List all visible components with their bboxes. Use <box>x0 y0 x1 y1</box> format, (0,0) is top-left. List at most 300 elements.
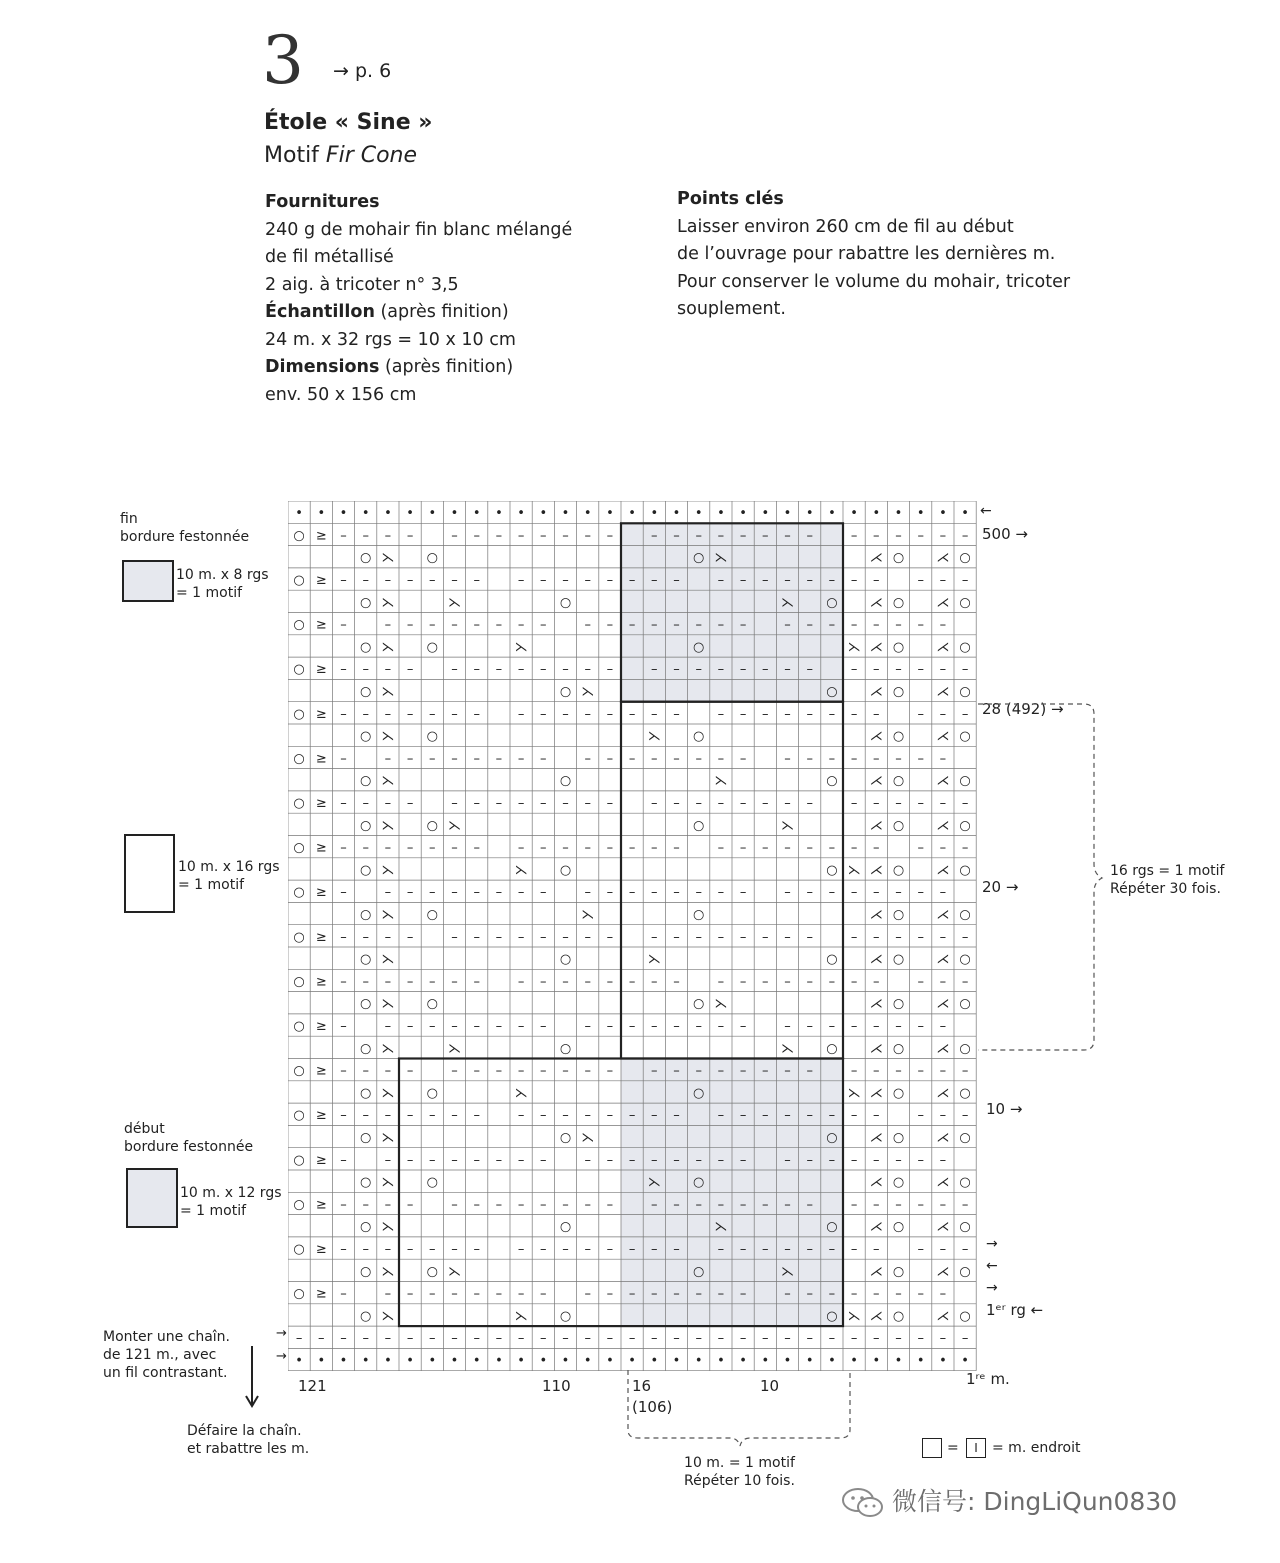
stitch-symbol: – <box>362 706 369 722</box>
stitch-symbol: – <box>917 840 924 856</box>
stitch-symbol: ⋌ <box>936 1175 950 1191</box>
stitch-symbol: – <box>406 1108 414 1124</box>
stitch-symbol: – <box>384 1152 392 1168</box>
stitch-symbol: – <box>429 572 436 588</box>
stitch-symbol: – <box>384 1241 392 1257</box>
stitch-symbol: – <box>562 1241 569 1257</box>
stitch-symbol: – <box>917 1063 924 1079</box>
stitch-symbol: – <box>562 1331 569 1347</box>
stitch-symbol: – <box>828 572 836 588</box>
stitch-symbol: – <box>406 1241 414 1257</box>
stitch-symbol: ○ <box>360 773 372 789</box>
stitch-symbol: – <box>673 929 680 945</box>
stitch-symbol: – <box>384 1063 392 1079</box>
stitch-symbol: – <box>939 706 947 722</box>
stitch-symbol: – <box>517 1241 525 1257</box>
stitch-symbol: – <box>850 1152 858 1168</box>
stitch-symbol: – <box>806 929 813 945</box>
debut-motif-line: = 1 motif <box>180 1203 247 1219</box>
stitch-symbol: – <box>584 885 591 901</box>
defaire-line: et rabattre les m. <box>187 1441 310 1457</box>
stitch-symbol: – <box>406 1152 414 1168</box>
stitch-symbol: – <box>873 1063 880 1079</box>
stitch-symbol: – <box>806 1018 813 1034</box>
stitch-symbol: – <box>517 662 525 678</box>
stitch-symbol: – <box>562 1197 569 1213</box>
stitch-symbol: ⋋ <box>381 1175 395 1191</box>
stitch-symbol: ○ <box>559 1130 572 1146</box>
stitch-symbol: – <box>473 1286 480 1302</box>
stitch-symbol: ⋋ <box>381 996 395 1012</box>
stitch-symbol: • <box>783 506 792 522</box>
stitch-symbol: – <box>873 1241 880 1257</box>
stitch-symbol: – <box>673 1241 680 1257</box>
stitch-symbol: – <box>584 929 591 945</box>
stitch-symbol: – <box>717 929 725 945</box>
stitch-symbol: – <box>850 1241 858 1257</box>
stitch-symbol: – <box>673 974 680 990</box>
stitch-symbol: – <box>495 929 503 945</box>
stitch-symbol: – <box>673 795 680 811</box>
stitch-symbol: – <box>384 706 392 722</box>
stitch-symbol: ○ <box>360 1175 372 1191</box>
stitch-symbol: ⋌ <box>936 684 950 700</box>
stitch-symbol: ⋋ <box>381 818 395 834</box>
stitch-symbol: ⋋ <box>514 639 528 655</box>
stitch-symbol: – <box>340 1241 347 1257</box>
fournitures-heading: Fournitures <box>265 192 380 212</box>
stitch-symbol: – <box>784 1197 791 1213</box>
stitch-symbol: – <box>340 662 347 678</box>
stitch-symbol: ⋌ <box>869 729 883 745</box>
stitch-symbol: • <box>472 506 481 522</box>
stitch-symbol: • <box>384 1353 392 1369</box>
stitch-symbol: – <box>784 974 791 990</box>
stitch-symbol: – <box>651 572 658 588</box>
stitch-symbol: – <box>651 1108 658 1124</box>
row-label-28: 28 (492) → <box>982 700 1064 718</box>
stitch-symbol: ≥ <box>315 974 327 990</box>
stitch-symbol: • <box>894 1353 903 1369</box>
stitch-symbol: ○ <box>959 907 971 923</box>
stitch-symbol: – <box>606 617 614 633</box>
stitch-symbol: – <box>850 528 858 544</box>
stitch-symbol: – <box>873 1152 880 1168</box>
stitch-symbol: – <box>340 528 347 544</box>
col-label-10: 10 <box>760 1377 780 1395</box>
stitch-symbol: ○ <box>959 1041 971 1057</box>
debut-label-line: bordure festonnée <box>124 1139 254 1155</box>
stitch-symbol: ≥ <box>315 929 327 945</box>
stitch-symbol: – <box>451 528 458 544</box>
stitch-symbol: – <box>873 1108 880 1124</box>
stitch-symbol: • <box>295 506 303 522</box>
stitch-symbol: – <box>584 1108 591 1124</box>
stitch-symbol: • <box>583 506 592 522</box>
stitch-symbol: ⋌ <box>869 684 883 700</box>
stitch-symbol: – <box>495 662 503 678</box>
stitch-symbol: – <box>762 706 769 722</box>
stitch-symbol: – <box>340 1286 347 1302</box>
stitch-symbol: – <box>961 795 969 811</box>
stitch-symbol: • <box>650 1353 659 1369</box>
stitch-symbol: – <box>873 1286 880 1302</box>
stitch-symbol: – <box>806 885 813 901</box>
stitch-symbol: ○ <box>360 639 372 655</box>
stitch-symbol: ○ <box>959 639 971 655</box>
stitch-symbol: ⋋ <box>448 1264 461 1280</box>
stitch-symbol: ≥ <box>315 1108 327 1124</box>
stitch-symbol: – <box>739 662 747 678</box>
stitch-symbol: – <box>495 1286 503 1302</box>
stitch-symbol: – <box>961 528 969 544</box>
stitch-symbol: – <box>873 840 880 856</box>
stitch-symbol: – <box>451 974 458 990</box>
stitch-symbol: ○ <box>360 550 372 566</box>
stitch-symbol: – <box>873 1331 880 1347</box>
stitch-symbol: ⋌ <box>869 996 883 1012</box>
stitch-symbol: ○ <box>892 952 905 968</box>
stitch-symbol: ○ <box>360 684 372 700</box>
stitch-symbol: – <box>562 1063 569 1079</box>
stitch-symbol: – <box>961 662 969 678</box>
stitch-symbol: – <box>961 1241 969 1257</box>
stitch-symbol: ⋌ <box>869 595 883 611</box>
stitch-symbol: – <box>562 1108 569 1124</box>
stitch-symbol: • <box>761 1353 770 1369</box>
stitch-symbol: – <box>895 929 902 945</box>
stitch-symbol: – <box>739 751 747 767</box>
stitch-symbol: – <box>739 840 747 856</box>
fournitures-line: de fil métallisé <box>265 247 394 267</box>
stitch-symbol: – <box>828 885 836 901</box>
stitch-symbol: – <box>584 572 591 588</box>
stitch-symbol: – <box>739 1241 747 1257</box>
stitch-symbol: – <box>429 706 436 722</box>
stitch-symbol: – <box>873 617 880 633</box>
stitch-symbol: ○ <box>693 1175 705 1191</box>
stitch-symbol: ○ <box>559 1041 572 1057</box>
stitch-symbol: – <box>695 617 702 633</box>
stitch-symbol: – <box>584 1152 591 1168</box>
stitch-symbol: – <box>628 885 636 901</box>
stitch-symbol: – <box>606 706 614 722</box>
stitch-symbol: – <box>562 840 569 856</box>
stitch-symbol: – <box>917 706 924 722</box>
echantillon-note: (après finition) <box>374 302 509 322</box>
stitch-symbol: – <box>828 1331 836 1347</box>
stitch-symbol: ⋋ <box>514 862 528 878</box>
stitch-symbol: – <box>917 1018 924 1034</box>
stitch-symbol: – <box>673 617 680 633</box>
row-label-20: 20 → <box>982 878 1019 896</box>
stitch-symbol: – <box>584 1063 591 1079</box>
stitch-symbol: • <box>650 506 659 522</box>
stitch-symbol: ○ <box>892 684 905 700</box>
stitch-symbol: ⋋ <box>381 550 395 566</box>
stitch-symbol: ○ <box>360 729 372 745</box>
stitch-symbol: – <box>695 1197 702 1213</box>
stitch-symbol: • <box>805 506 814 522</box>
stitch-symbol: – <box>384 840 392 856</box>
stitch-symbol: – <box>651 840 658 856</box>
stitch-symbol: – <box>717 1152 725 1168</box>
stitch-symbol: – <box>961 840 969 856</box>
stitch-symbol: • <box>517 1353 525 1369</box>
stitch-symbol: • <box>628 1353 636 1369</box>
stitch-symbol: – <box>473 1063 480 1079</box>
stitch-symbol: ⋋ <box>381 907 395 923</box>
stitch-symbol: – <box>362 795 369 811</box>
stitch-symbol: – <box>406 528 414 544</box>
stitch-symbol: – <box>362 1197 369 1213</box>
stitch-symbol: – <box>695 751 702 767</box>
stitch-symbol: – <box>739 1152 747 1168</box>
stitch-symbol: • <box>672 506 681 522</box>
middle-motif-line: 10 m. x 16 rgs <box>178 859 280 875</box>
stitch-symbol: – <box>517 1018 525 1034</box>
stitch-symbol: – <box>695 662 702 678</box>
stitch-symbol: – <box>540 528 547 544</box>
stitch-symbol: ○ <box>959 996 971 1012</box>
legend-knit-cell: I <box>966 1438 986 1458</box>
stitch-symbol: – <box>340 885 347 901</box>
row-direction-arrow-icon: ← <box>986 1258 998 1274</box>
row-direction-arrow-icon: → <box>986 1236 998 1252</box>
stitch-symbol: – <box>673 885 680 901</box>
col-repeat-line: 10 m. = 1 motif <box>684 1455 795 1471</box>
stitch-symbol: – <box>939 1152 947 1168</box>
stitch-symbol: ⋋ <box>714 1219 728 1235</box>
row-direction-arrow-icon: → <box>276 1349 287 1364</box>
stitch-symbol: – <box>517 1152 525 1168</box>
stitch-symbol: – <box>850 840 858 856</box>
stitch-symbol: ○ <box>892 729 905 745</box>
stitch-symbol: – <box>473 706 480 722</box>
stitch-symbol: – <box>473 929 480 945</box>
stitch-symbol: – <box>873 885 880 901</box>
stitch-symbol: • <box>517 506 525 522</box>
stitch-symbol: ○ <box>360 1085 372 1101</box>
stitch-symbol: – <box>695 885 702 901</box>
stitch-symbol: – <box>628 1241 636 1257</box>
stitch-symbol: – <box>384 528 392 544</box>
stitch-symbol: – <box>384 1108 392 1124</box>
stitch-symbol: – <box>429 885 436 901</box>
stitch-symbol: ⋋ <box>781 1264 794 1280</box>
stitch-symbol: – <box>362 974 369 990</box>
stitch-symbol: ○ <box>293 795 305 811</box>
stitch-symbol: ○ <box>892 1085 905 1101</box>
stitch-symbol: • <box>872 1353 881 1369</box>
stitch-symbol: – <box>850 795 858 811</box>
stitch-symbol: ≥ <box>315 662 327 678</box>
stitch-symbol: – <box>406 617 414 633</box>
stitch-symbol: – <box>828 1152 836 1168</box>
stitch-symbol: ⋌ <box>936 1130 950 1146</box>
stitch-symbol: ⋌ <box>936 639 950 655</box>
stitch-symbol: • <box>428 506 437 522</box>
stitch-symbol: ⋌ <box>869 550 883 566</box>
stitch-symbol: – <box>651 751 658 767</box>
stitch-symbol: – <box>473 1108 480 1124</box>
stitch-symbol: – <box>429 1331 436 1347</box>
col-repeat-note <box>684 1454 795 1490</box>
stitch-symbol: • <box>339 1353 348 1369</box>
stitch-symbol: – <box>806 1331 813 1347</box>
stitch-symbol: – <box>739 1331 747 1347</box>
stitch-symbol: – <box>850 1286 858 1302</box>
stitch-symbol: • <box>317 506 326 522</box>
stitch-symbol: ⋌ <box>869 907 883 923</box>
stitch-symbol: – <box>406 1018 414 1034</box>
stitch-symbol: – <box>495 1197 503 1213</box>
stitch-symbol: – <box>495 751 503 767</box>
stitch-symbol: – <box>628 840 636 856</box>
stitch-symbol: ○ <box>892 1041 905 1057</box>
stitch-symbol: ⋋ <box>381 952 395 968</box>
stitch-symbol: – <box>895 528 902 544</box>
stitch-symbol: – <box>473 1018 480 1034</box>
stitch-symbol: ○ <box>693 1085 705 1101</box>
row-direction-arrow-icon: → <box>986 1280 998 1296</box>
stitch-symbol: – <box>628 1108 636 1124</box>
stitch-symbol: ○ <box>826 595 838 611</box>
stitch-symbol: • <box>850 506 858 522</box>
stitch-symbol: – <box>673 1197 680 1213</box>
stitch-symbol: – <box>340 929 347 945</box>
middle-motif-line: = 1 motif <box>178 877 245 893</box>
stitch-symbol: ○ <box>959 729 971 745</box>
stitch-symbol: – <box>340 974 347 990</box>
stitch-symbol: – <box>850 617 858 633</box>
stitch-symbol: ⋌ <box>936 1219 950 1235</box>
stitch-symbol: – <box>406 662 414 678</box>
stitch-symbol: – <box>429 617 436 633</box>
stitch-symbol: – <box>939 1197 947 1213</box>
stitch-symbol: – <box>828 1108 836 1124</box>
stitch-symbol: ⋋ <box>647 952 661 968</box>
stitch-symbol: – <box>406 572 414 588</box>
stitch-symbol: – <box>584 662 591 678</box>
stitch-symbol: – <box>651 1152 658 1168</box>
stitch-symbol: – <box>717 1018 725 1034</box>
stitch-symbol: ○ <box>293 528 305 544</box>
watermark <box>840 1482 1177 1520</box>
stitch-symbol: ⋌ <box>936 996 950 1012</box>
stitch-symbol: ○ <box>693 907 705 923</box>
page-reference: → p. 6 <box>333 60 392 82</box>
stitch-symbol: ○ <box>293 929 305 945</box>
stitch-symbol: – <box>895 795 902 811</box>
debut-label-line: début <box>124 1121 165 1137</box>
stitch-symbol: – <box>850 662 858 678</box>
stitch-symbol: ⋋ <box>381 862 395 878</box>
stitch-symbol: ○ <box>693 818 705 834</box>
stitch-symbol: – <box>517 840 525 856</box>
stitch-symbol: ○ <box>892 773 905 789</box>
stitch-symbol: – <box>406 840 414 856</box>
stitch-symbol: – <box>473 795 480 811</box>
stitch-symbol: – <box>517 929 525 945</box>
stitch-symbol: – <box>673 706 680 722</box>
stitch-symbol: – <box>406 706 414 722</box>
stitch-symbol: – <box>473 751 480 767</box>
stitch-symbol: – <box>784 1241 791 1257</box>
stitch-symbol: – <box>384 617 392 633</box>
stitch-symbol: – <box>850 1018 858 1034</box>
stitch-symbol: – <box>384 974 392 990</box>
stitch-symbol: • <box>606 1353 614 1369</box>
stitch-symbol: – <box>384 1018 392 1034</box>
stitch-symbol: – <box>517 1063 525 1079</box>
stitch-symbol: – <box>873 1197 880 1213</box>
stitch-symbol: – <box>784 1108 791 1124</box>
stitch-symbol: – <box>540 1197 547 1213</box>
stitch-symbol: – <box>850 706 858 722</box>
stitch-symbol: ⋌ <box>936 1308 950 1324</box>
stitch-symbol: – <box>451 1197 458 1213</box>
stitch-symbol: – <box>340 1018 347 1034</box>
stitch-symbol: – <box>784 572 791 588</box>
stitch-symbol: – <box>384 572 392 588</box>
stitch-symbol: – <box>850 1108 858 1124</box>
stitch-symbol: – <box>762 662 769 678</box>
stitch-symbol: – <box>806 840 813 856</box>
stitch-symbol: – <box>473 528 480 544</box>
stitch-symbol: – <box>784 1063 791 1079</box>
stitch-symbol: – <box>717 617 725 633</box>
stitch-symbol: ⋌ <box>869 818 883 834</box>
stitch-symbol: ○ <box>559 595 572 611</box>
stitch-symbol: ⋌ <box>869 952 883 968</box>
fournitures-line: 2 aig. à tricoter n° 3,5 <box>265 274 459 295</box>
stitch-symbol: – <box>739 617 747 633</box>
stitch-symbol: – <box>717 1286 725 1302</box>
stitch-symbol: ⋌ <box>936 952 950 968</box>
stitch-symbol: – <box>806 662 813 678</box>
stitch-symbol: – <box>340 1197 347 1213</box>
col-label-1: 1ʳᵉ m. <box>966 1370 1010 1388</box>
stitch-symbol: ≥ <box>315 1286 327 1302</box>
points-cles-section <box>677 186 1070 324</box>
stitch-symbol: – <box>695 528 702 544</box>
stitch-symbol: – <box>828 840 836 856</box>
stitch-symbol: – <box>606 1063 614 1079</box>
stitch-symbol: ○ <box>426 996 438 1012</box>
stitch-symbol: – <box>517 974 525 990</box>
stitch-symbol: – <box>828 751 836 767</box>
stitch-symbol: – <box>406 751 414 767</box>
stitch-symbol: – <box>762 572 769 588</box>
stitch-symbol: • <box>739 1353 747 1369</box>
watermark-text: 微信号: DingLiQun0830 <box>892 1487 1178 1516</box>
stitch-symbol: – <box>806 1197 813 1213</box>
stitch-symbol: ○ <box>426 818 438 834</box>
fin-motif-label <box>176 566 269 602</box>
stitch-symbol: – <box>451 1108 458 1124</box>
stitch-symbol: ○ <box>293 840 305 856</box>
stitch-symbol: – <box>917 1241 924 1257</box>
stitch-symbol: – <box>695 1152 702 1168</box>
stitch-symbol: – <box>540 617 547 633</box>
stitch-symbol: – <box>717 840 725 856</box>
stitch-symbol: – <box>739 1197 747 1213</box>
stitch-symbol: – <box>495 1152 503 1168</box>
stitch-symbol: – <box>939 572 947 588</box>
stitch-symbol: – <box>362 572 369 588</box>
stitch-symbol: – <box>717 572 725 588</box>
